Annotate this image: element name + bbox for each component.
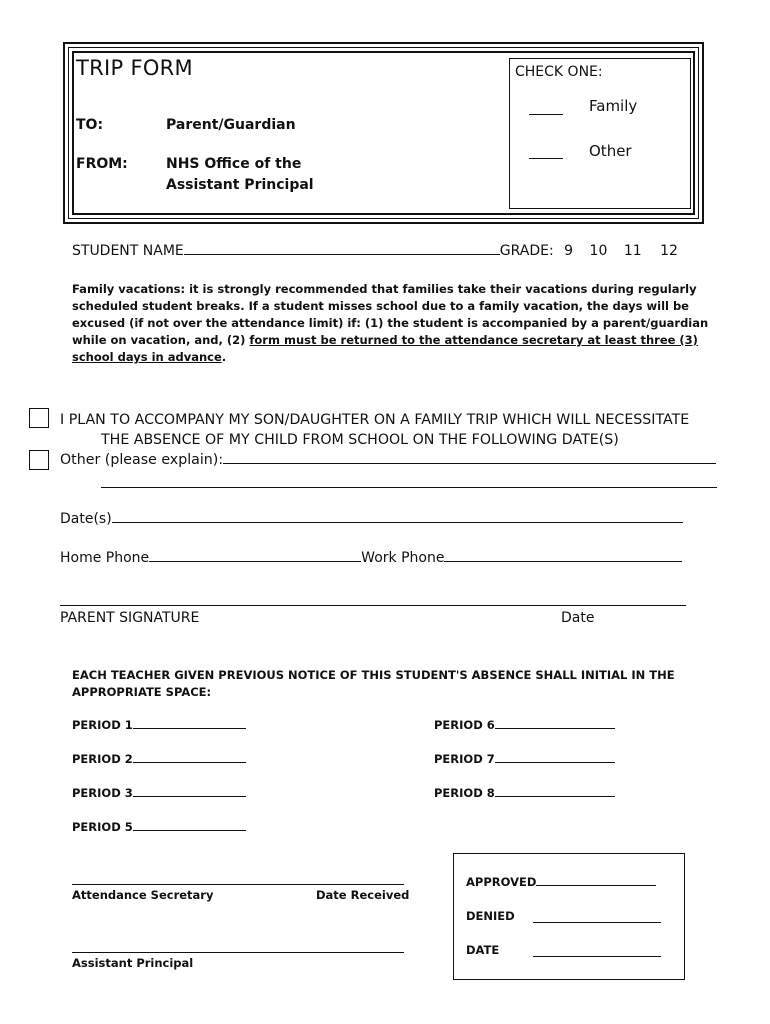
plan-line-1: I PLAN TO ACCOMPANY MY SON/DAUGHTER ON A FAMILY TRIP WHICH WILL NECESSITATE [60,412,690,428]
attendance-secretary-label: Attendance Secretary [72,888,214,902]
work-phone-field[interactable] [444,561,682,562]
period-2-row [72,752,246,766]
other-explain-field[interactable] [223,463,716,464]
approved-row [466,875,656,889]
policy-underlined: form must be returned to the attendance secretary at least three (3) school days in advance [72,333,698,364]
dates-field[interactable] [112,522,683,523]
period-8-label: PERIOD 8 [434,786,495,800]
other-checkbox[interactable] [29,450,49,470]
dates-row [60,511,683,527]
other-explain-label: Other (please explain): [60,452,224,468]
period-1-label: PERIOD 1 [72,718,133,732]
approved-field[interactable] [536,885,656,886]
period-7-label: PERIOD 7 [434,752,495,766]
approval-date-field[interactable] [533,956,661,957]
grade-10[interactable]: 10 [589,243,608,259]
period-6-row [434,718,615,732]
period-3-field[interactable] [133,796,246,797]
period-5-field[interactable] [133,830,246,831]
denied-field[interactable] [533,922,661,923]
other-explain-field-2[interactable] [101,487,717,488]
policy-paragraph [72,281,712,366]
period-6-label: PERIOD 6 [434,718,495,732]
assistant-principal-label: Assistant Principal [72,956,194,970]
dates-label: Date(s) [60,511,112,527]
period-7-row [434,752,615,766]
period-2-field[interactable] [133,762,246,763]
other-blank[interactable] [529,158,563,159]
period-5-row [72,820,246,834]
phone-row [60,550,682,566]
period-8-row [434,786,615,800]
period-8-field[interactable] [495,796,615,797]
to-value: Parent/Guardian [166,117,296,133]
family-option: Family [589,97,638,115]
parent-signature-label: PARENT SIGNATURE [60,610,200,626]
attendance-secretary-field[interactable] [72,884,404,885]
period-3-row [72,786,246,800]
period-7-field[interactable] [495,762,615,763]
teacher-notice: EACH TEACHER GIVEN PREVIOUS NOTICE OF THIS STUDENT'S ABSENCE SHALL INITIAL IN THE APPROPRIATE SPACE: [72,668,675,699]
grade-9[interactable]: 9 [564,243,574,259]
period-2-label: PERIOD 2 [72,752,133,766]
date-received-label: Date Received [316,888,410,902]
from-label: FROM: [76,156,128,172]
student-row [72,243,678,259]
approval-date-label: DATE [466,943,500,957]
denied-label: DENIED [466,909,515,923]
other-explain-row [60,452,716,468]
period-3-label: PERIOD 3 [72,786,133,800]
check-one-box [509,58,691,209]
to-label: TO: [76,117,104,133]
period-1-row [72,718,246,732]
home-phone-field[interactable] [149,561,361,562]
grade-12[interactable]: 12 [660,243,678,259]
student-name-label: STUDENT NAME [72,243,184,259]
check-one-title: CHECK ONE: [515,64,603,80]
policy-end: . [221,350,227,364]
from-value-line1: NHS Office of the [166,156,302,172]
form-title: TRIP FORM [76,56,193,80]
period-6-field[interactable] [495,728,615,729]
plan-checkbox[interactable] [29,408,49,428]
grade-label: GRADE: [499,243,554,259]
policy-text: Family vacations: it is strongly recommended that families take their vacations during regularly scheduled student breaks. If a student misses school due to a family vacation, the days will be excused (if not over the attendance limit) if: (1) the student is accompanied by a parent/guardian while on vacation, and, (2) [72,282,709,347]
family-blank[interactable] [529,114,563,115]
period-5-label: PERIOD 5 [72,820,133,834]
work-phone-label: Work Phone [361,550,445,566]
home-phone-label: Home Phone [60,550,150,566]
approved-label: APPROVED [466,875,537,889]
period-1-field[interactable] [133,728,246,729]
assistant-principal-field[interactable] [72,952,404,953]
from-value-line2: Assistant Principal [166,177,314,193]
signature-date-label: Date [561,610,595,626]
student-name-field[interactable] [184,254,500,255]
other-option: Other [589,142,632,160]
grade-11[interactable]: 11 [623,243,642,259]
parent-signature-field[interactable] [60,605,686,606]
plan-line-2: THE ABSENCE OF MY CHILD FROM SCHOOL ON THE FOLLOWING DATE(S) [101,432,619,448]
